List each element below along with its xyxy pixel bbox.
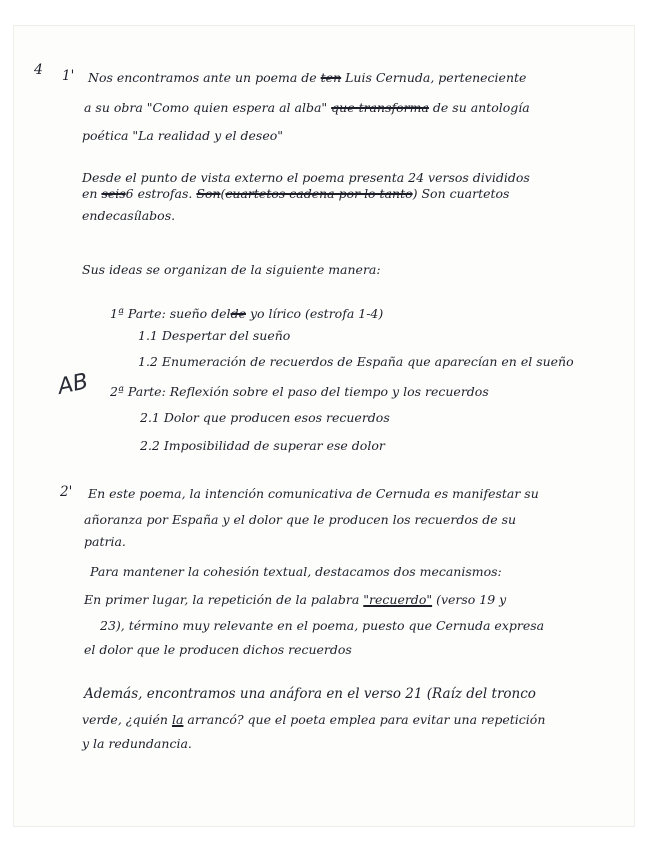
q1-line-2-strikethrough: que transforma <box>331 100 429 115</box>
part-1-text: 1ª Parte: sueño del <box>110 306 231 321</box>
q1-para2-line-2 <box>82 188 509 201</box>
q1-para2-line-3: endecasílabos. <box>82 208 176 223</box>
part-1-text-b: yo lírico (estrofa 1-4) <box>249 306 384 321</box>
q2-para2-text-b: (verso 19 y <box>436 592 507 607</box>
q2-underlined-word: "recuerdo" <box>363 592 433 607</box>
q1-line-2 <box>84 102 530 115</box>
q2-para3-text-a: verde, ¿quién <box>82 712 168 727</box>
q2-para2-line-3: 23), término muy relevante en el poema, puesto que Cernuda expresa <box>100 618 545 633</box>
q1-para2-text-d: ) Son cuartetos <box>412 186 510 201</box>
q1-para2-strike-3: cuartetos cadena por lo tanto <box>225 186 413 201</box>
notebook-page <box>14 26 634 826</box>
q2-para3-line-2 <box>82 714 545 727</box>
q1-line-2-text: a su obra "Como quien espera al alba" <box>84 100 328 115</box>
q2-underlined-la: la <box>171 712 184 727</box>
q1-line-1 <box>88 72 526 85</box>
part-1-strikethrough: de <box>230 306 246 321</box>
q1-para2-strike-1: seis <box>101 186 126 201</box>
q1-para2-text-b: 6 estrofas. <box>125 186 193 201</box>
q2-line-3: patria. <box>84 534 126 549</box>
q1-line-2-text-b: de su antología <box>432 100 530 115</box>
q2-para2-line-4: el dolor que le producen dichos recuerdos <box>84 642 352 657</box>
q1-para2-line-1: Desde el punto de vista externo el poema presenta 24 versos divididos <box>82 170 530 185</box>
q2-para2-text-a: En primer lugar, la repetición de la palabra <box>84 592 360 607</box>
q1-para2-text-a: en <box>82 186 98 201</box>
question-1-number: 1' <box>62 68 75 84</box>
question-2-number: 2' <box>60 484 73 500</box>
q2-line-1: En este poema, la intención comunicativa de Cernuda es manifestar su <box>88 486 539 501</box>
q2-para3-text-b: arrancó? que el poeta emplea para evitar una repetición <box>187 712 546 727</box>
part-2-heading: 2ª Parte: Reflexión sobre el paso del tiempo y los recuerdos <box>110 384 489 399</box>
part-2-item-1: 2.1 Dolor que producen esos recuerdos <box>140 410 390 425</box>
q2-para3-line-1: Además, encontramos una anáfora en el verso 21 (Raíz del tronco <box>84 686 536 702</box>
q2-para3-line-3: y la redundancia. <box>82 736 192 751</box>
part-1-item-1: 1.1 Despertar del sueño <box>138 328 291 343</box>
q1-line-1-text: Nos encontramos ante un poema de <box>88 70 317 85</box>
q2-para2-line-1: Para mantener la cohesión textual, destacamos dos mecanismos: <box>90 564 502 579</box>
q1-para3: Sus ideas se organizan de la siguiente manera: <box>82 262 381 277</box>
q1-para2-text-c: ( <box>220 186 226 201</box>
margin-page-number: 4 <box>34 62 43 78</box>
q1-para2-strike-2: Son <box>196 186 221 201</box>
q1-line-1-strikethrough: ten <box>320 70 342 85</box>
q2-para2-line-2 <box>84 594 506 607</box>
q1-line-1-text-b: Luis Cernuda, perteneciente <box>345 70 527 85</box>
part-1-heading <box>110 308 383 321</box>
q2-line-2: añoranza por España y el dolor que le producen los recuerdos de su <box>84 512 517 527</box>
margin-initials: AB <box>55 369 91 400</box>
part-1-item-2: 1.2 Enumeración de recuerdos de España que aparecían en el sueño <box>138 354 574 369</box>
part-2-item-2: 2.2 Imposibilidad de superar ese dolor <box>140 438 385 453</box>
q1-line-3: poética "La realidad y el deseo" <box>82 128 283 143</box>
